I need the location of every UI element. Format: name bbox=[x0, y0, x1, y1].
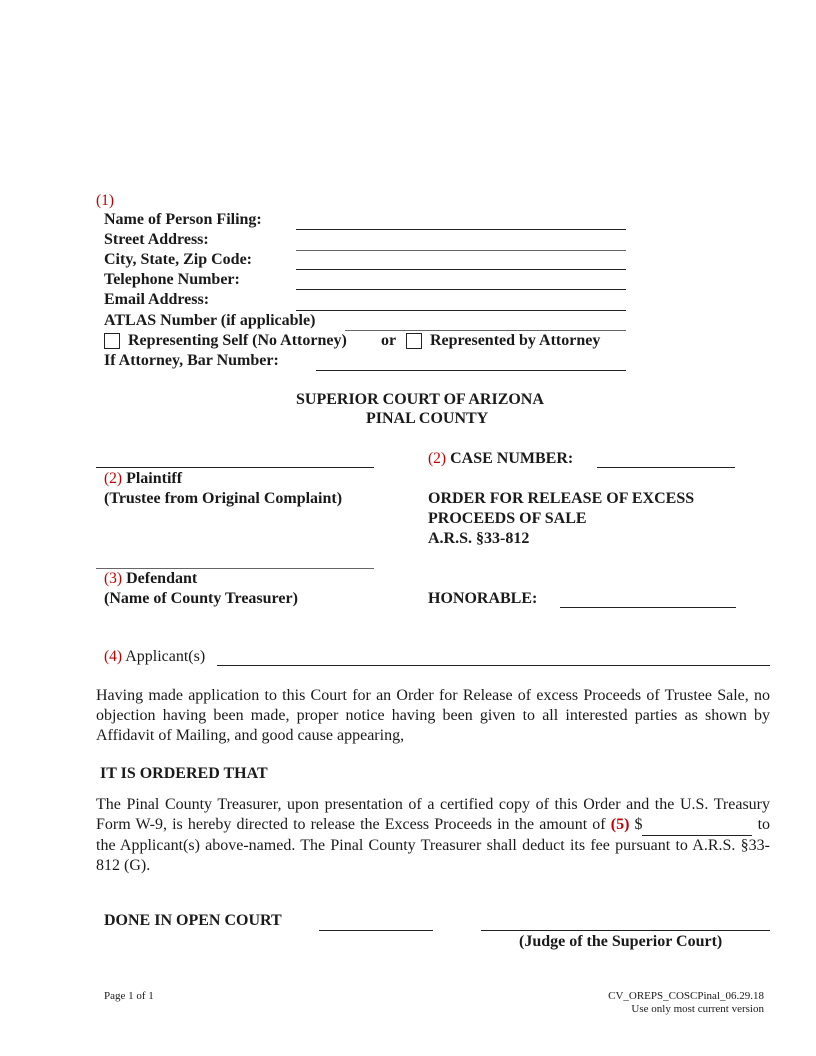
street-address-field[interactable] bbox=[296, 250, 626, 251]
plaintiff-caption bbox=[104, 470, 182, 488]
representing-self-label: Representing Self (No Attorney) bbox=[128, 332, 347, 349]
judge-signature-field[interactable] bbox=[481, 930, 770, 931]
represented-by-attorney-label: Represented by Attorney bbox=[430, 332, 601, 349]
case-number-label: CASE NUMBER: bbox=[450, 450, 574, 467]
honorable-field[interactable] bbox=[560, 607, 736, 608]
order-paragraph-part-1: The Pinal County Treasurer, upon presentation of a certified copy of this Order and the U.S. Treasury Form W-9, is hereby directed to release the Excess Proceeds in the amount of bbox=[96, 796, 770, 833]
applicant-label: Applicant(s) bbox=[125, 648, 206, 665]
email-address-field[interactable] bbox=[296, 310, 626, 311]
amount-field[interactable] bbox=[642, 815, 752, 836]
telephone-number-field[interactable] bbox=[296, 289, 626, 290]
represented-by-attorney-checkbox[interactable] bbox=[406, 333, 422, 349]
bar-number-field[interactable] bbox=[316, 370, 626, 371]
city-state-zip-label: City, State, Zip Code: bbox=[104, 251, 252, 268]
county-name: PINAL COUNTY bbox=[366, 410, 489, 427]
defendant-field[interactable] bbox=[96, 568, 374, 569]
defendant-sub-label: (Name of County Treasurer) bbox=[104, 590, 298, 607]
name-of-person-filing-field[interactable] bbox=[296, 229, 626, 230]
bar-number-label: If Attorney, Bar Number: bbox=[104, 352, 279, 369]
applicant-field[interactable] bbox=[217, 665, 770, 666]
plaintiff-label: Plaintiff bbox=[126, 470, 183, 487]
city-state-zip-field[interactable] bbox=[296, 269, 626, 270]
name-of-person-filing-label: Name of Person Filing: bbox=[104, 211, 262, 228]
order-title-line-1: ORDER FOR RELEASE OF EXCESS bbox=[428, 490, 695, 507]
done-in-open-court-label: DONE IN OPEN COURT bbox=[104, 912, 282, 929]
defendant-label: Defendant bbox=[126, 570, 198, 587]
plaintiff-field[interactable] bbox=[96, 467, 374, 468]
section-1-marker: (1) bbox=[96, 192, 115, 209]
done-in-open-court-date-field[interactable] bbox=[319, 930, 433, 931]
form-code: CV_OREPS_COSCPinal_06.29.18 bbox=[608, 990, 764, 1002]
atlas-number-label: ATLAS Number (if applicable) bbox=[104, 312, 316, 329]
version-note: Use only most current version bbox=[631, 1003, 764, 1015]
section-5-marker: (5) bbox=[610, 816, 630, 833]
intro-paragraph: Having made application to this Court for an Order for Release of excess Proceeds of Trustee Sale, no objection having been made, proper notice having been given to all interested parties as shown by Affidavit of Mailing, and good cause appearing, bbox=[96, 687, 770, 744]
case-number-caption bbox=[428, 450, 573, 468]
case-number-marker: (2) bbox=[428, 450, 447, 467]
section-4-marker: (4) bbox=[104, 648, 123, 665]
section-2-marker: (2) bbox=[104, 470, 123, 487]
case-number-field[interactable] bbox=[597, 467, 735, 468]
court-name: SUPERIOR COURT OF ARIZONA bbox=[296, 391, 544, 408]
atlas-number-field[interactable] bbox=[345, 330, 626, 331]
section-3-marker: (3) bbox=[104, 570, 123, 587]
applicant-caption bbox=[104, 648, 205, 666]
defendant-caption bbox=[104, 570, 197, 588]
dollar-sign: $ bbox=[634, 816, 643, 833]
order-paragraph-part-2: to the Applicant(s) above-named. The Pinal County Treasurer shall deduct its fee pursuant to A.R.S. §33-812 (G). bbox=[96, 816, 771, 874]
order-title-line-2: PROCEEDS OF SALE bbox=[428, 510, 587, 527]
judge-label: (Judge of the Superior Court) bbox=[519, 933, 723, 950]
telephone-number-label: Telephone Number: bbox=[104, 271, 240, 288]
page-number: Page 1 of 1 bbox=[104, 990, 154, 1002]
plaintiff-sub-label: (Trustee from Original Complaint) bbox=[104, 490, 343, 507]
order-paragraph bbox=[96, 795, 770, 876]
representing-self-checkbox[interactable] bbox=[104, 333, 120, 349]
order-title-statute: A.R.S. §33-812 bbox=[428, 530, 530, 547]
or-label: or bbox=[381, 332, 397, 349]
ordered-heading: IT IS ORDERED THAT bbox=[100, 765, 268, 782]
honorable-label: HONORABLE: bbox=[428, 590, 538, 607]
street-address-label: Street Address: bbox=[104, 231, 209, 248]
email-address-label: Email Address: bbox=[104, 291, 210, 308]
